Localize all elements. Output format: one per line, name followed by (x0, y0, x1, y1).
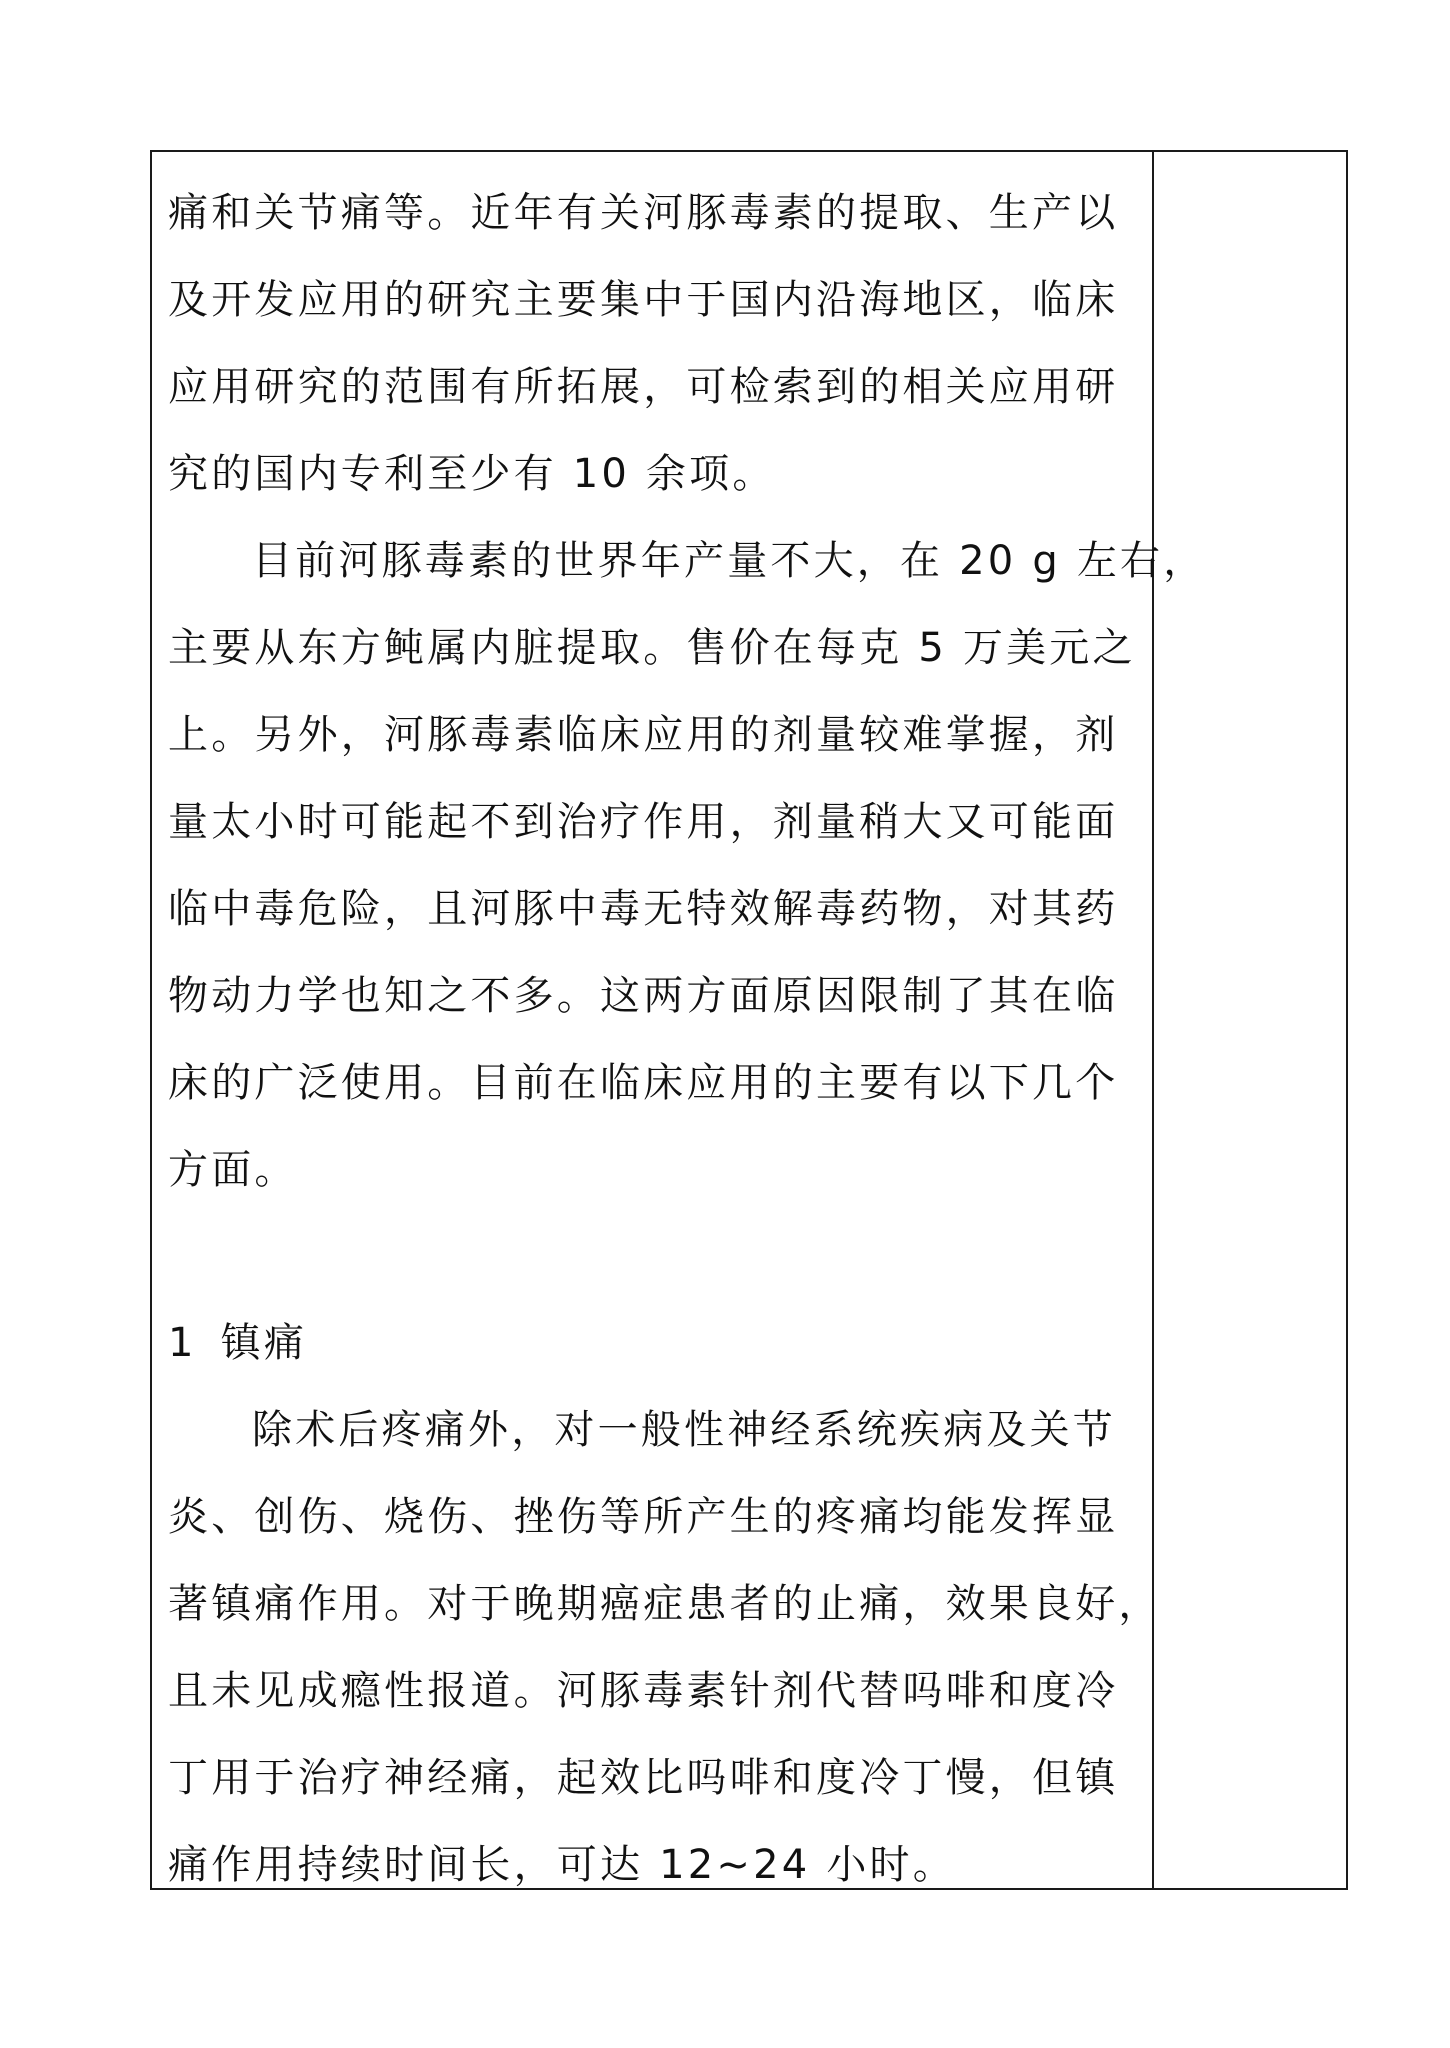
text-line: 方面。 (168, 1147, 298, 1193)
text-line: 除术后疼痛外，对一般性神经系统疾病及关节 (252, 1407, 1116, 1453)
text-line: 床的广泛使用。目前在临床应用的主要有以下几个 (168, 1060, 1119, 1106)
text-line: 炎、创伤、烧伤、挫伤等所产生的疼痛均能发挥显 (168, 1494, 1119, 1540)
text-line: 且未见成瘾性报道。河豚毒素针剂代替吗啡和度冷 (168, 1668, 1119, 1714)
main-text-cell (168, 170, 1207, 1909)
text-line: 丁用于治疗神经痛，起效比吗啡和度冷丁慢，但镇 (168, 1755, 1119, 1801)
text-line: 量太小时可能起不到治疗作用，剂量稍大又可能面 (168, 799, 1119, 845)
text-line: 及开发应用的研究主要集中于国内沿海地区，临床 (168, 277, 1119, 323)
text-line: 物动力学也知之不多。这两方面原因限制了其在临 (168, 973, 1119, 1019)
section-heading (168, 1300, 1136, 1387)
text-line: 著镇痛作用。对于晚期癌症患者的止痛，效果良好， (168, 1581, 1162, 1627)
text-line: 上。另外，河豚毒素临床应用的剂量较难掌握，剂 (168, 712, 1119, 758)
blank-line (168, 1214, 1136, 1300)
text-line: 痛作用持续时间长，可达 12~24 小时。 (168, 1842, 956, 1888)
section-title: 镇痛 (220, 1320, 308, 1366)
text-line: 应用研究的范围有所拓展，可检索到的相关应用研 (168, 364, 1119, 410)
document-table (150, 150, 1348, 1890)
text-line: 主要从东方鲀属内脏提取。售价在每克 5 万美元之 (168, 625, 1136, 671)
text-line: 临中毒危险，且河豚中毒无特效解毒药物，对其药 (168, 886, 1119, 932)
text-line: 痛和关节痛等。近年有关河豚毒素的提取、生产以 (168, 190, 1119, 236)
text-line: 究的国内专利至少有 10 余项。 (168, 451, 776, 497)
text-line: 目前河豚毒素的世界年产量不大，在 20 g 左右， (252, 538, 1207, 584)
section-number: 1 (168, 1320, 197, 1366)
column-divider (1152, 152, 1154, 1888)
